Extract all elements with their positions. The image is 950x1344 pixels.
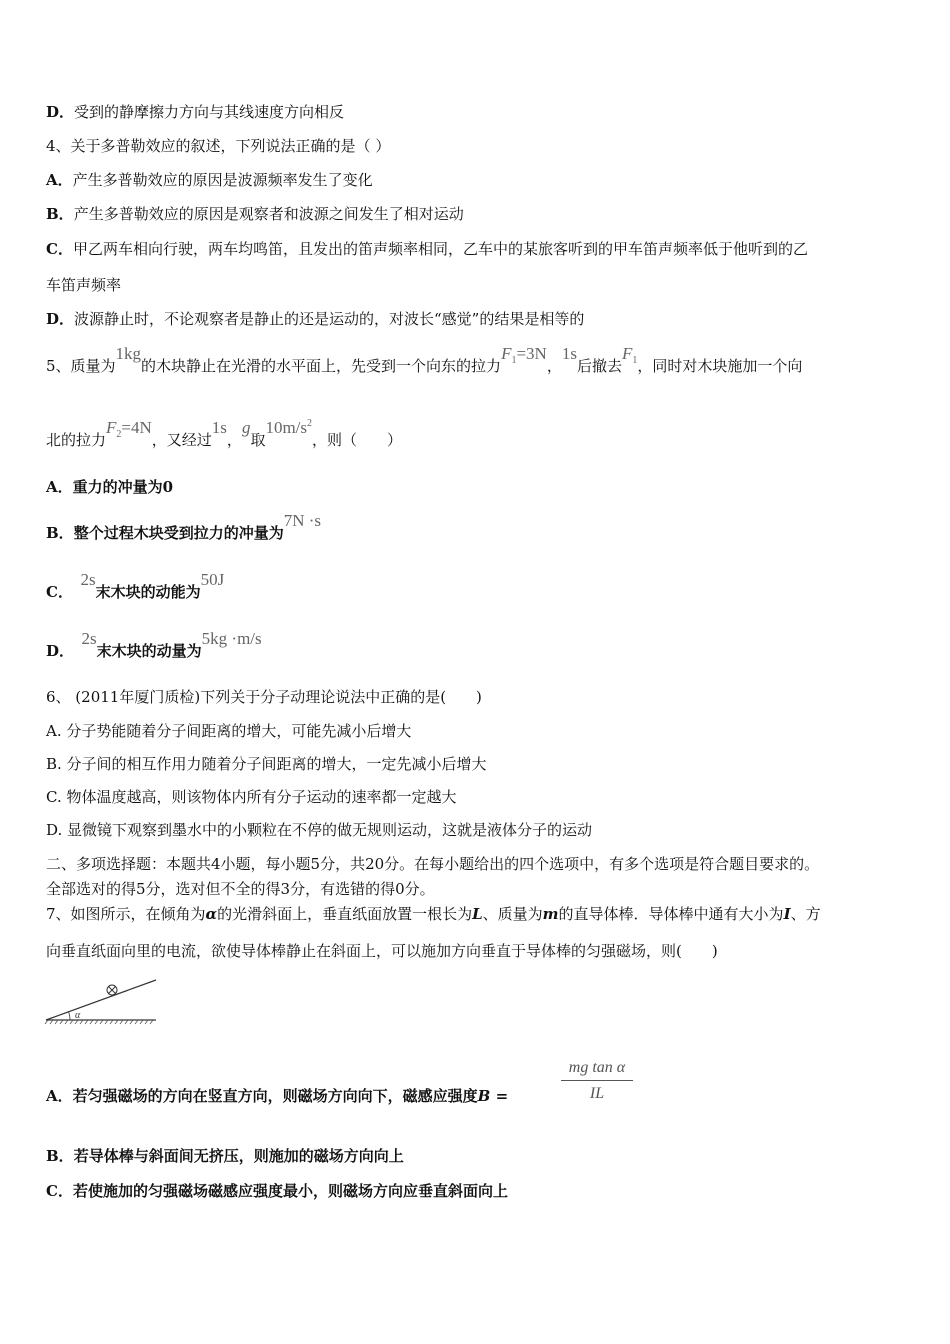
q6-option-c: C. 物体温度越高，则该物体内所有分子运动的速率都一定越大: [46, 788, 457, 806]
option-label: C．: [46, 1182, 73, 1200]
q7-option-b: [46, 1146, 404, 1166]
option-text: 产生多普勒效应的原因是观察者和波源之间发生了相对运动: [73, 205, 464, 223]
subscript: 1: [511, 355, 517, 366]
q5-option-a: [46, 477, 173, 497]
q4-option-a: [46, 170, 373, 190]
option-label: B．: [46, 1147, 74, 1165]
q4-option-c-continued: 车笛声频率: [46, 276, 122, 294]
q5-text: ，: [226, 431, 242, 449]
q7-option-a-fraction: [561, 1059, 633, 1103]
option-label: C．: [46, 583, 66, 601]
q6-stem: 6、 (2011年厦门质检)下列关于分子动理论说法中正确的是( ): [46, 688, 482, 706]
q7-stem-line2: 向垂直纸面向里的电流，欲使导体棒静止在斜面上，可以施加方向垂直于导体棒的匀强磁场，则( ): [46, 942, 718, 960]
q5-text: ，则（ ）: [312, 431, 403, 449]
force-value: =3N: [516, 344, 547, 363]
symbol-alpha: α: [205, 905, 218, 923]
symbol-f: F: [106, 418, 117, 437]
q4-option-d: [46, 309, 584, 329]
q3-option-d: [46, 102, 344, 122]
symbol-i: I: [783, 905, 791, 923]
q6-option-a: A. 分子势能随着分子间距离的增大，可能先减小后增大: [46, 722, 412, 740]
q5-text: 的木块静止在光滑的水平面上，先受到一个向东的拉力: [141, 357, 502, 375]
option-text: 若使施加的匀强磁场磁感应强度最小，则磁场方向应垂直斜面向上: [72, 1182, 508, 1200]
q5-stem-line1: [46, 344, 803, 379]
option-math: 50J: [200, 570, 225, 589]
q5-text: 北的拉力: [46, 431, 107, 449]
incline-figure: [44, 976, 160, 1028]
q5-stem-line2: [46, 418, 403, 453]
option-text: 受到的静摩擦力方向与其线速度方向相反: [74, 103, 345, 121]
q7-text: 7、如图所示，在倾角为: [46, 905, 206, 923]
option-label: C．: [46, 240, 73, 258]
q5-text: 5、质量为: [46, 357, 116, 375]
angle-label: α: [75, 1010, 81, 1021]
option-text: 重力的冲量为0: [72, 478, 174, 496]
angle-arc: [69, 1012, 70, 1020]
option-text: 整个过程木块受到拉力的冲量为: [73, 524, 284, 542]
q7-option-a: [46, 1086, 508, 1106]
q5-text: 后撤去: [576, 357, 622, 375]
q4-option-b: [46, 204, 464, 224]
q5-time2: 1s: [211, 418, 227, 437]
q5-text: ，: [546, 357, 562, 375]
option-label: D．: [46, 103, 75, 121]
symbol-l: L: [472, 905, 483, 923]
option-text: 末木块的动能为: [95, 583, 201, 601]
q5-text: ，同时对木块施加一个向: [637, 357, 803, 375]
subscript: 2: [116, 429, 122, 440]
option-label: D．: [46, 642, 67, 660]
incline-line: [46, 980, 156, 1020]
symbol-g: g: [241, 418, 251, 437]
option-text: 甲乙两车相向行驶，两车均鸣笛，且发出的笛声频率相同，乙车中的某旅客听到的甲车笛声频率低于他听到的乙: [72, 240, 808, 258]
q5-force1: [501, 344, 547, 366]
q6-option-b: B. 分子间的相互作用力随着分子间距离的增大，一定先减小后增大: [46, 755, 487, 773]
q7-stem-line1: [46, 904, 821, 924]
q5-force1-ref: [621, 344, 638, 366]
conductor-into-page-icon: [107, 985, 117, 995]
option-math: 7N ·s: [283, 511, 322, 530]
option-text: 末木块的动量为: [96, 642, 202, 660]
option-math: 2s: [80, 570, 96, 589]
option-label: B．: [46, 205, 74, 223]
option-text: 若导体棒与斜面间无挤压，则施加的磁场方向向上: [73, 1147, 404, 1165]
q7-text: 的直导体棒．导体棒中通有大小为: [558, 905, 784, 923]
subscript: 1: [632, 355, 638, 366]
option-text: 波源静止时，不论观察者是静止的还是运动的，对波长“感觉”的结果是相等的: [74, 310, 585, 328]
fraction-numerator: mg tan α: [561, 1059, 633, 1081]
q5-force2: [106, 418, 152, 440]
section-heading-line1: 二、多项选择题：本题共4小题，每小题5分，共20分。在每小题给出的四个选项中，有多个选项是符合题目要求的。: [46, 855, 820, 873]
option-label: A．: [46, 171, 73, 189]
symbol-m: m: [542, 905, 559, 923]
option-text: 若匀强磁场的方向在竖直方向，则磁场方向向下，磁感应强度: [72, 1087, 478, 1105]
equals-sign: =: [490, 1087, 509, 1105]
force-value: =4N: [121, 418, 152, 437]
option-label: A．: [46, 478, 73, 496]
q5-time1: 1s: [561, 344, 577, 363]
q5-text: 取: [250, 431, 266, 449]
q6-option-d: D. 显微镜下观察到墨水中的小颗粒在不停的做无规则运动，这就是液体分子的运动: [46, 821, 593, 839]
q5-option-c: [46, 570, 225, 602]
q7-option-c: [46, 1181, 508, 1201]
symbol-f: F: [501, 344, 512, 363]
option-text: 产生多普勒效应的原因是波源频率发生了变化: [72, 171, 373, 189]
option-math: 5kg ·m/s: [201, 629, 262, 648]
q4-option-c: [46, 239, 808, 259]
fraction-denominator: IL: [589, 1085, 605, 1102]
section-heading-line2: 全部选对的得5分，选对但不全的得3分，有选错的得0分。: [46, 880, 435, 898]
q7-text: 、方: [790, 905, 821, 923]
option-label: A．: [46, 1087, 73, 1105]
superscript: 2: [307, 418, 313, 429]
q5-mass: 1kg: [115, 344, 142, 363]
symbol-f: F: [621, 344, 633, 363]
symbol-b: B: [477, 1087, 491, 1105]
option-label: B．: [46, 524, 74, 542]
q5-gravity-value: [265, 419, 312, 437]
option-math: 2s: [81, 629, 97, 648]
q4-stem: 4、关于多普勒效应的叙述，下列说法正确的是（ ）: [46, 137, 391, 155]
q5-option-d: [46, 629, 262, 661]
q7-text: 的光滑斜面上，垂直纸面放置一根长为: [217, 905, 473, 923]
q5-option-b: [46, 511, 322, 543]
q5-text: ，又经过: [151, 431, 212, 449]
option-label: D．: [46, 310, 75, 328]
g-value: 10m/s: [265, 418, 308, 437]
q7-text: 、质量为: [482, 905, 543, 923]
